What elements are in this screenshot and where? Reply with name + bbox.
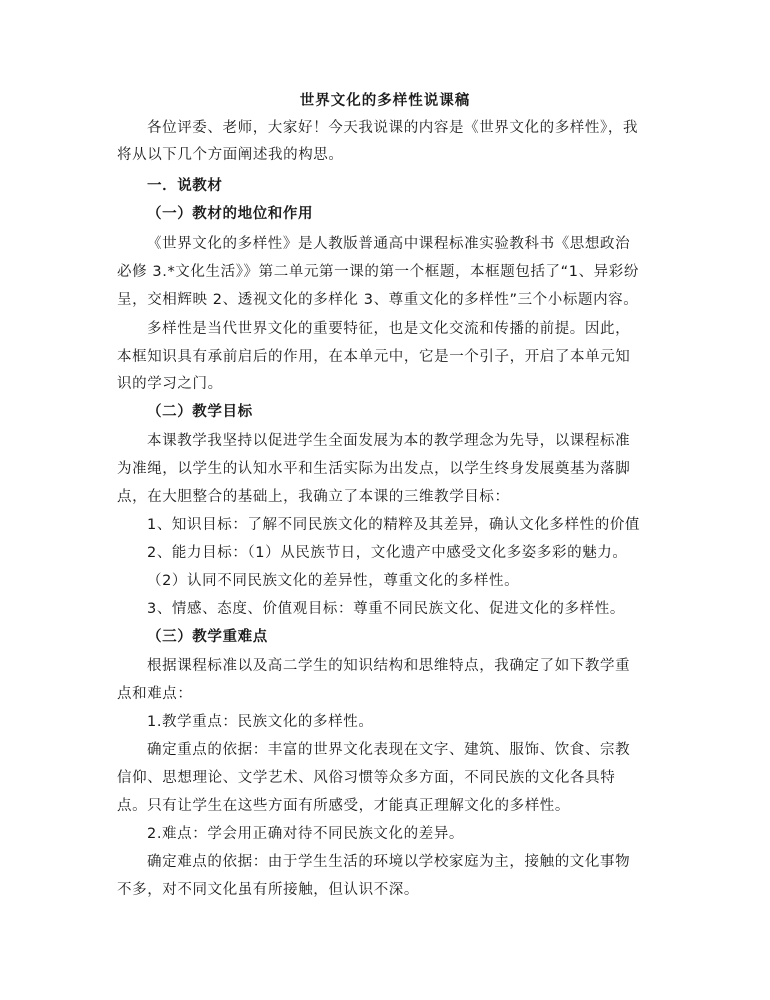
subsection-heading: （一）教材的地位和作用 [147,206,314,222]
paragraph-line: 不多，对不同文化虽有所接触，但认识不深。 [117,882,419,898]
section-heading: 一．说教材 [147,178,223,194]
paragraph-line: 点。只有让学生在这些方面有所感受，才能真正理解文化的多样性。 [117,798,570,814]
paragraph-line: 1.教学重点：民族文化的多样性。 [147,714,374,730]
subsection-heading: （二）教学目标 [147,404,253,420]
paragraph-line: 2.难点：学会用正确对待不同民族文化的差异。 [147,826,465,842]
paragraph-line: 为准绳，以学生的认知水平和生活实际为出发点，以学生终身发展奠基为落脚 [117,461,631,477]
paragraph-line: 2、能力目标：（1）从民族节日，文化遗产中感受文化多姿多彩的魅力。 [147,545,628,561]
paragraph-line: （2）认同不同民族文化的差异性，尊重文化的多样性。 [147,573,520,589]
paragraph-line: 点，在大胆整合的基础上，我确立了本课的三维教学目标： [117,489,510,505]
paragraph-line: 呈，交相辉映 2、透视文化的多样化 3、尊重文化的多样性”三个小标题内容。 [117,292,639,308]
paragraph-line: 必修 3.*文化生活》》第二单元第一课的第一个框题，本框题包括了“1、异彩纷 [117,264,639,280]
paragraph-line: 信仰、思想理论、文学艺术、风俗习惯等众多方面，不同民族的文化各具特 [117,770,616,786]
subsection-heading: （三）教学重难点 [147,629,268,645]
paragraph-line: 根据课程标准以及高二学生的知识结构和思维特点，我确定了如下教学重 [147,658,631,674]
paragraph-line: 《世界文化的多样性》是人教版普通高中课程标准实验教科书《思想政治 [147,236,631,252]
paragraph-line: 多样性是当代世界文化的重要特征，也是文化交流和传播的前提。因此， [147,321,631,337]
document-title: 世界文化的多样性说课稿 [299,93,471,109]
paragraph-line: 本框知识具有承前启后的作用，在本单元中，它是一个引子，开启了本单元知 [117,349,631,365]
paragraph-line: 3、情感、态度、价值观目标：尊重不同民族文化、促进文化的多样性。 [147,601,625,617]
paragraph-line: 1、知识目标：了解不同民族文化的精粹及其差异，确认文化多样性的价值 [147,517,641,533]
paragraph-line: 确定重点的依据：丰富的世界文化表现在文字、建筑、服饰、饮食、宗教 [147,742,631,758]
paragraph-line: 各位评委、老师，大家好！今天我说课的内容是《世界文化的多样性》，我 [147,120,639,136]
paragraph-line: 本课教学我坚持以促进学生全面发展为本的教学理念为先导，以课程标准 [147,433,631,449]
paragraph-line: 点和难点： [117,686,193,702]
paragraph-line: 识的学习之门。 [117,376,223,392]
paragraph-line: 将从以下几个方面阐述我的构思。 [117,147,344,163]
paragraph-line: 确定难点的依据：由于学生生活的环境以学校家庭为主，接触的文化事物 [147,854,631,870]
